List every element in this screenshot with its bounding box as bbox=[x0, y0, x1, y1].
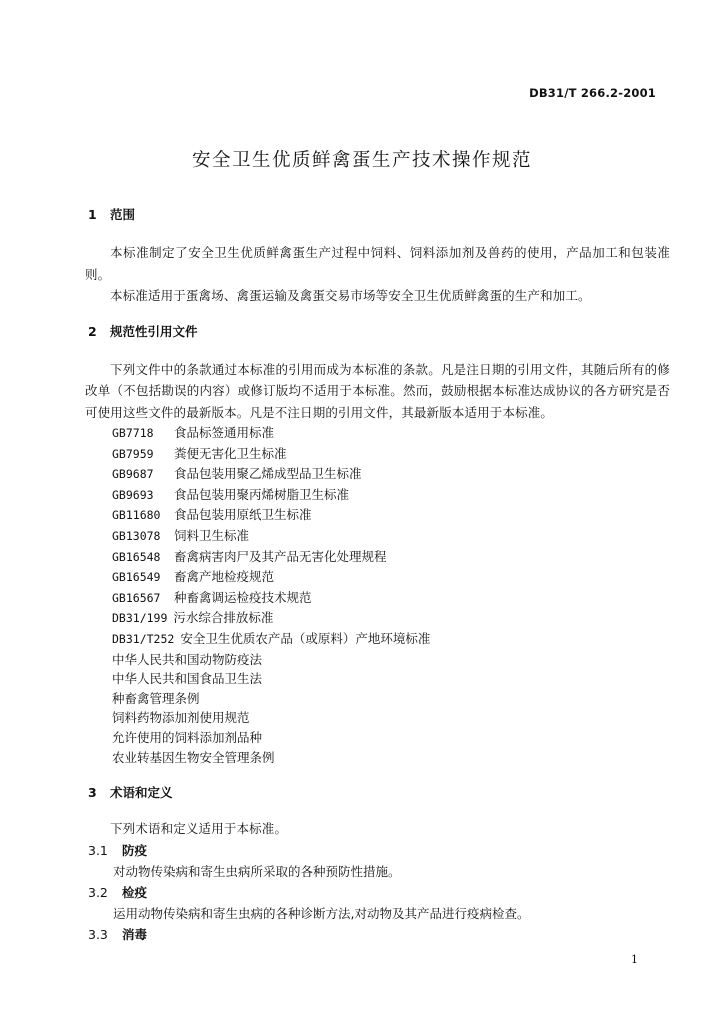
reference-name: 饲料卫生标准 bbox=[174, 527, 250, 543]
reference-item bbox=[88, 485, 670, 506]
page-number: 1 bbox=[631, 953, 638, 966]
reference-code: GB16548 bbox=[112, 549, 161, 564]
reference-item bbox=[88, 608, 670, 629]
paragraph: 下列术语和定义适用于本标准。 bbox=[110, 821, 288, 837]
section-number: 1 bbox=[88, 207, 97, 222]
reference-name: 安全卫生优质农产品（或原料）产地环境标准 bbox=[180, 630, 431, 646]
reference-item bbox=[88, 444, 670, 465]
term-heading bbox=[88, 924, 670, 946]
section-number: 3 bbox=[88, 785, 97, 801]
law-item: 允许使用的饲料添加剂品种 bbox=[112, 729, 263, 745]
reference-name: 畜禽病害肉尸及其产品无害化处理规程 bbox=[174, 548, 387, 564]
law-item: 农业转基因生物安全管理条例 bbox=[112, 749, 275, 765]
reference-code: DB31/199 bbox=[112, 611, 168, 626]
section-title: 规范性引用文件 bbox=[110, 323, 198, 339]
section-title: 范围 bbox=[110, 207, 136, 222]
law-item: 中华人民共和国动物防疫法 bbox=[112, 651, 263, 667]
section-3-heading bbox=[88, 784, 670, 802]
paragraph: 下列文件中的条款通过本标准的引用而成为本标准的条款。凡是注日期的引用文件，其随后所有的修改单（不包括勘误的内容）或修订版均不适用于本标准。然而，鼓励根据本标准达成协议的各方研究是否可使用这些文件的最新版本。凡是不注日期的引用文件，其最新版本适用于本标准。 bbox=[85, 361, 670, 420]
term-number: 3.1 bbox=[88, 842, 108, 858]
law-item: 种畜禽管理条例 bbox=[112, 690, 200, 706]
term-name: 消毒 bbox=[122, 926, 148, 942]
reference-code: GB11680 bbox=[112, 508, 161, 523]
reference-item bbox=[88, 423, 670, 444]
reference-name: 食品包装用聚丙烯树脂卫生标准 bbox=[174, 486, 350, 502]
paragraph: 本标准适用于蛋禽场、禽蛋运输及禽蛋交易市场等安全卫生优质鲜禽蛋的生产和加工。 bbox=[110, 288, 591, 303]
reference-item bbox=[88, 464, 670, 485]
reference-name: 种畜禽调运检疫技术规范 bbox=[174, 589, 312, 605]
law-item: 饲料药物添加剂使用规范 bbox=[112, 710, 250, 726]
reference-name: 污水综合排放标准 bbox=[173, 610, 274, 626]
document-title: 安全卫生优质鲜禽蛋生产技术操作规范 bbox=[191, 150, 532, 171]
term-name: 防疫 bbox=[122, 842, 148, 858]
reference-code: GB9687 bbox=[112, 467, 154, 482]
term-name: 检疫 bbox=[122, 884, 148, 900]
reference-item bbox=[88, 629, 670, 650]
reference-item bbox=[88, 547, 670, 568]
reference-name: 食品包装用聚乙烯成型品卫生标准 bbox=[174, 466, 362, 482]
term-number: 3.3 bbox=[88, 926, 108, 942]
law-item: 中华人民共和国食品卫生法 bbox=[112, 671, 263, 687]
reference-item bbox=[88, 567, 670, 588]
term-heading bbox=[88, 882, 670, 904]
reference-name: 粪便无害化卫生标准 bbox=[174, 445, 287, 461]
reference-code: GB13078 bbox=[112, 528, 161, 543]
reference-name: 食品包装用原纸卫生标准 bbox=[174, 507, 312, 523]
paragraph: 本标准制定了安全卫生优质鲜禽蛋生产过程中饲料、饲料添加剂及兽药的使用，产品加工和包装准则。 bbox=[85, 245, 670, 282]
reference-code: GB9693 bbox=[112, 487, 154, 502]
document-body bbox=[85, 200, 670, 946]
normative-references-list bbox=[88, 423, 670, 767]
section-1-heading bbox=[88, 206, 670, 224]
reference-name: 畜禽产地检疫规范 bbox=[174, 569, 275, 585]
reference-item bbox=[88, 505, 670, 526]
reference-item bbox=[88, 526, 670, 547]
reference-code: GB16567 bbox=[112, 590, 161, 605]
section-number: 2 bbox=[88, 323, 97, 339]
term-definition: 运用动物传染病和寄生虫病的各种诊断方法,对动物及其产品进行疫病检查。 bbox=[113, 905, 530, 921]
standard-code: DB31/T 266.2-2001 bbox=[529, 86, 656, 100]
reference-code: GB7959 bbox=[112, 446, 154, 461]
reference-name: 食品标签通用标准 bbox=[174, 425, 275, 440]
term-heading bbox=[88, 840, 670, 862]
section-title: 术语和定义 bbox=[110, 785, 173, 801]
reference-code: GB7718 bbox=[112, 426, 154, 440]
reference-item bbox=[88, 588, 670, 609]
section-2-heading bbox=[88, 323, 670, 341]
term-number: 3.2 bbox=[88, 884, 108, 900]
reference-code: GB16549 bbox=[112, 570, 161, 585]
reference-code: DB31/T252 bbox=[112, 631, 175, 646]
term-definition: 对动物传染病和寄生虫病所采取的各种预防性措施。 bbox=[113, 863, 401, 879]
